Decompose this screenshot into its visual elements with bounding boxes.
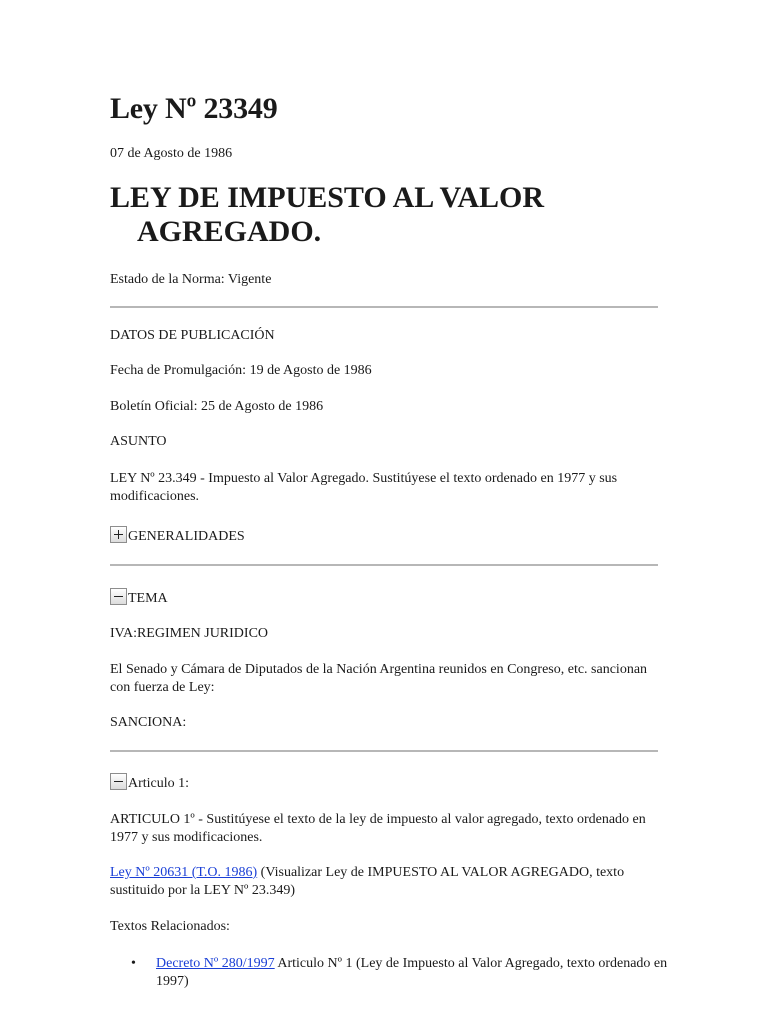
section-general-label: GENERALIDADES bbox=[128, 529, 245, 544]
subject-text: LEY Nº 23.349 - Impuesto al Valor Agregado. Sustitúyese el texto ordenado en 1977 y sus modificaciones. bbox=[110, 471, 618, 504]
bullet-icon: • bbox=[131, 956, 136, 971]
plus-icon[interactable] bbox=[110, 526, 127, 543]
article-1-reference bbox=[110, 864, 658, 900]
bulletin-date: Boletín Oficial: 25 de Agosto de 1986 bbox=[110, 399, 324, 414]
section-article[interactable] bbox=[110, 773, 658, 793]
preamble-text: El Senado y Cámara de Diputados de la Nación Argentina reunidos en Congreso, etc. sancionan con fuerza de Ley: bbox=[110, 662, 648, 695]
related-heading: Textos Relacionados: bbox=[110, 919, 230, 934]
minus-icon[interactable] bbox=[110, 773, 127, 790]
divider bbox=[110, 564, 658, 566]
section-topic[interactable] bbox=[110, 588, 658, 608]
section-general[interactable] bbox=[110, 526, 658, 546]
article-1-link-note: (Visualizar Ley de IMPUESTO AL VALOR AGREGADO, texto sustituido por la LEY Nº 23.349) bbox=[110, 865, 625, 898]
publication-heading: DATOS DE PUBLICACIÓN bbox=[110, 328, 275, 343]
article-1-text: ARTICULO 1º - Sustitúyese el texto de la ley de impuesto al valor agregado, texto ordenado en 1977 y sus modificaciones. bbox=[110, 812, 646, 845]
law-main-title-line2: AGREGADO. bbox=[137, 215, 322, 248]
decree-280-1997-link[interactable]: Decreto Nº 280/1997 bbox=[156, 956, 275, 971]
section-article-label: Articulo 1: bbox=[128, 776, 190, 791]
law-date: 07 de Agosto de 1986 bbox=[110, 146, 233, 161]
divider bbox=[110, 750, 658, 752]
list-item bbox=[131, 955, 696, 991]
divider bbox=[110, 306, 658, 308]
section-topic-label: TEMA bbox=[128, 591, 168, 606]
minus-icon[interactable] bbox=[110, 588, 127, 605]
topic-value: IVA:REGIMEN JURIDICO bbox=[110, 626, 269, 641]
law-number-title: Ley Nº 23349 bbox=[110, 92, 278, 125]
law-main-title-line1: LEY DE IMPUESTO AL VALOR bbox=[110, 181, 545, 214]
related-item-text: Articulo Nº 1 (Ley de Impuesto al Valor Agregado, texto ordenado en 1997) bbox=[156, 956, 668, 989]
law-main-title bbox=[110, 181, 630, 249]
law-20631-link[interactable]: Ley Nº 20631 (T.O. 1986) bbox=[110, 865, 258, 880]
related-texts-list bbox=[110, 955, 696, 991]
subject-heading: ASUNTO bbox=[110, 434, 167, 449]
status-text: Estado de la Norma: Vigente bbox=[110, 272, 272, 287]
promulgation-date: Fecha de Promulgación: 19 de Agosto de 1986 bbox=[110, 363, 372, 378]
enacts-text: SANCIONA: bbox=[110, 715, 187, 730]
